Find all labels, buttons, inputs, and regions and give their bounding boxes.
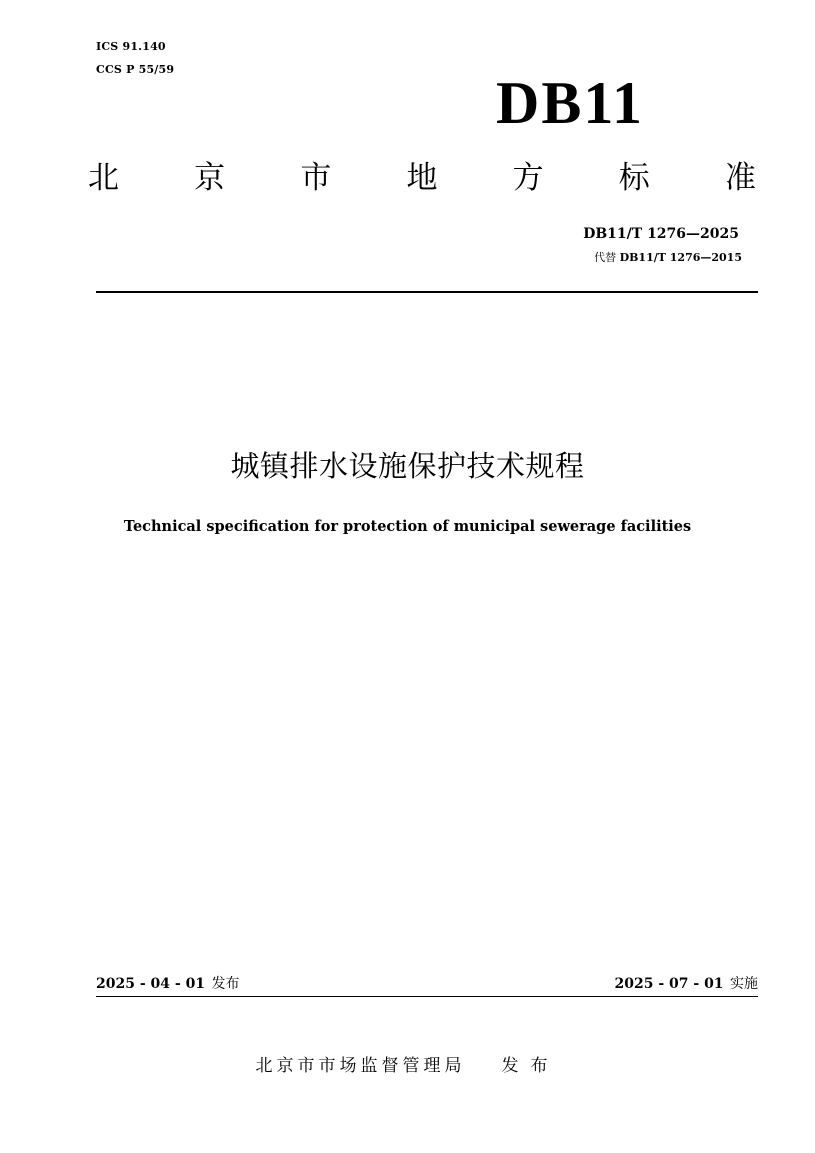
document-title-zh: 城镇排水设施保护技术规程: [230, 449, 585, 483]
issuer-name: 北京市市场监督管理局: [255, 1056, 466, 1076]
standard-type-char: 方: [512, 160, 544, 196]
standard-type-char: 地: [406, 160, 438, 196]
standard-type-char: 北: [88, 160, 119, 196]
publish-date: 2025 - 04 - 01: [96, 976, 206, 992]
standard-type-title: [88, 158, 756, 198]
standard-number: DB11/T 1276—2025: [583, 226, 739, 242]
replace-number: DB11/T 1276—2015: [619, 251, 742, 264]
standard-type-char: 准: [724, 160, 756, 196]
implement-label: 实施: [730, 976, 758, 992]
issuer-action: 发布: [501, 1056, 560, 1076]
publish-label: 发布: [211, 976, 240, 992]
ics-code: ICS 91.140: [96, 40, 166, 53]
implement-date-line: [615, 975, 759, 993]
replace-label: 代替: [594, 251, 617, 264]
standard-type-char: 市: [300, 160, 332, 196]
document-title-en: Technical specification for protection of municipal sewerage facilities: [123, 518, 692, 535]
header-divider: [96, 291, 758, 293]
standard-type-char: 京: [194, 160, 226, 196]
replaces-standard: [594, 251, 742, 265]
standard-type-char: 标: [618, 160, 650, 196]
publish-date-line: [96, 975, 240, 993]
db11-logo: DB11: [496, 70, 645, 136]
date-divider: [96, 996, 758, 997]
issuer-line: [0, 1055, 815, 1077]
implement-date: 2025 - 07 - 01: [614, 976, 724, 992]
ccs-code: CCS P 55/59: [96, 63, 175, 76]
